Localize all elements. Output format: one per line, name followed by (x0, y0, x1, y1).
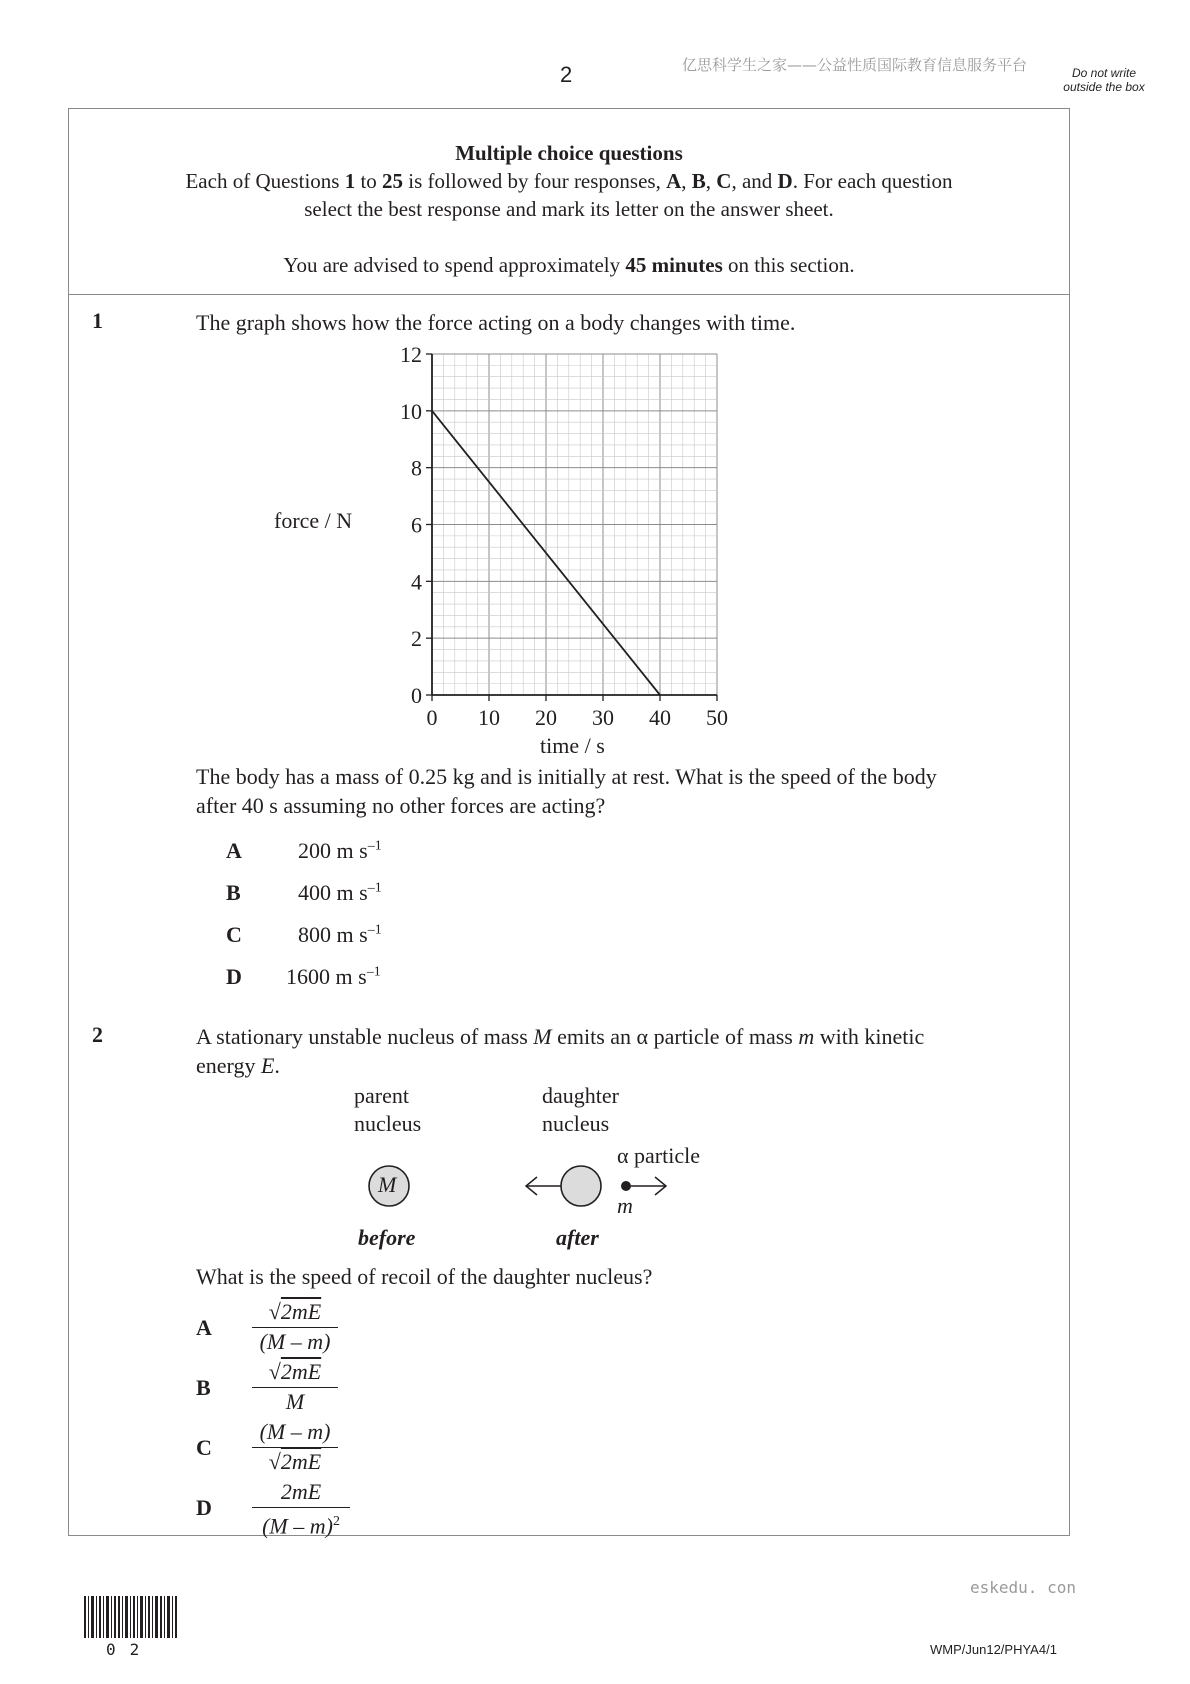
instructions-title: Multiple choice questions (455, 141, 683, 165)
question-2-question: What is the speed of recoil of the daughter nucleus? (196, 1264, 653, 1289)
question-1-option-a-text: 200 m $s^{-1}$ (298, 838, 382, 863)
instructions-line1: Each of Questions 1 to 25 is followed by four responses, A, B, C, and D. For each question (185, 169, 953, 193)
parent-mass-symbol: M (378, 1172, 397, 1197)
question-1-option-d-text: 1600 m $s^{-1}$ (286, 964, 381, 989)
question-1-option-c-text: 800 m $s^{-1}$ (298, 922, 382, 947)
alpha-arrow-right (631, 1177, 666, 1195)
chart-ylabel: force / N (274, 508, 353, 533)
paper-code: WMP/Jun12/PHYA4/1 (930, 1642, 1057, 1657)
x-tick-label: 40 (649, 705, 671, 730)
before-label: before (358, 1225, 416, 1250)
margin-note: Do not write outside the box (1063, 66, 1145, 94)
y-tick-label: 8 (411, 455, 422, 481)
x-tick-label: 0 (426, 705, 438, 730)
question-1-option-d[interactable] (226, 964, 242, 990)
daughter-arrow-left (526, 1177, 561, 1195)
question-2-stem-line2: energy E. (196, 1053, 280, 1078)
y-tick-label: 6 (411, 512, 422, 538)
daughter-nucleus-label: daughter nucleus (542, 1083, 619, 1136)
x-tick-label: 20 (535, 705, 557, 730)
question-2-stem-line1: A stationary unstable nucleus of mass M emits an α particle of mass m with kinetic (196, 1024, 925, 1049)
section-divider (69, 294, 1069, 295)
page-number: 2 (560, 62, 573, 87)
question-1-body-line1: The body has a mass of 0.25 kg and is initially at rest. What is the speed of the body (196, 764, 937, 789)
option-letter: C (226, 922, 242, 947)
y-tick-label: 12 (400, 342, 422, 367)
y-tick-label: 4 (411, 569, 422, 595)
question-2-option-c[interactable]: C (196, 1435, 212, 1460)
question-1-option-c[interactable] (226, 922, 242, 948)
y-tick-label: 2 (411, 626, 422, 652)
footer-watermark: eskedu. con (970, 1578, 1076, 1597)
header-watermark: 亿思科学生之家——公益性质国际教育信息服务平台 (682, 56, 1028, 74)
question-2-option-b[interactable]: B (196, 1375, 211, 1400)
y-tick-label: 10 (400, 398, 422, 424)
question-2-number: 2 (92, 1022, 103, 1047)
instructions-line2: select the best response and mark its letter on the answer sheet. (304, 197, 834, 221)
parent-nucleus-label: parent nucleus (354, 1083, 422, 1136)
question-1-stem: The graph shows how the force acting on a body changes with time. (196, 310, 796, 335)
y-tick-label: 0 (411, 683, 422, 708)
daughter-nucleus-circle (561, 1166, 601, 1206)
option-letter: B (226, 880, 241, 905)
question-2-option-d[interactable]: D (196, 1495, 212, 1520)
option-letter: D (226, 964, 242, 989)
question-2-option-a[interactable]: A (196, 1315, 212, 1340)
question-1-option-b[interactable] (226, 880, 241, 906)
chart-xlabel: time / s (540, 733, 605, 758)
x-tick-label: 10 (478, 705, 500, 730)
barcode (84, 1596, 180, 1638)
after-label: after (556, 1225, 599, 1250)
alpha-mass-symbol: m (617, 1193, 633, 1218)
x-tick-label: 30 (592, 705, 614, 730)
question-1-option-a[interactable] (226, 838, 242, 864)
question-1-body-line2: after 40 s assuming no other forces are acting? (196, 793, 606, 818)
barcode-digits: 02 (106, 1640, 154, 1659)
question-1-number: 1 (92, 308, 103, 333)
question-2-option-d-fraction: $\frac{2mE}{(M - m)^2}$ (252, 1478, 350, 1540)
question-1-option-b-text: 400 m $s^{-1}$ (298, 880, 382, 905)
option-letter: A (226, 838, 242, 863)
instructions-time: You are advised to spend approximately 45 minutes on this section. (283, 253, 855, 277)
x-tick-label: 50 (706, 705, 728, 730)
force-time-chart (380, 330, 740, 730)
alpha-particle-label: α particle (617, 1143, 700, 1168)
question-2-option-a-fraction: $\frac{√2mE}{(M - m)}$ (252, 1298, 338, 1356)
alpha-particle-dot (621, 1181, 631, 1191)
question-2-option-c-fraction: $\frac{(M - m)}{√2mE}$ (252, 1418, 338, 1476)
question-2-option-b-fraction: $\frac{√2mE}{M}$ (252, 1358, 338, 1416)
